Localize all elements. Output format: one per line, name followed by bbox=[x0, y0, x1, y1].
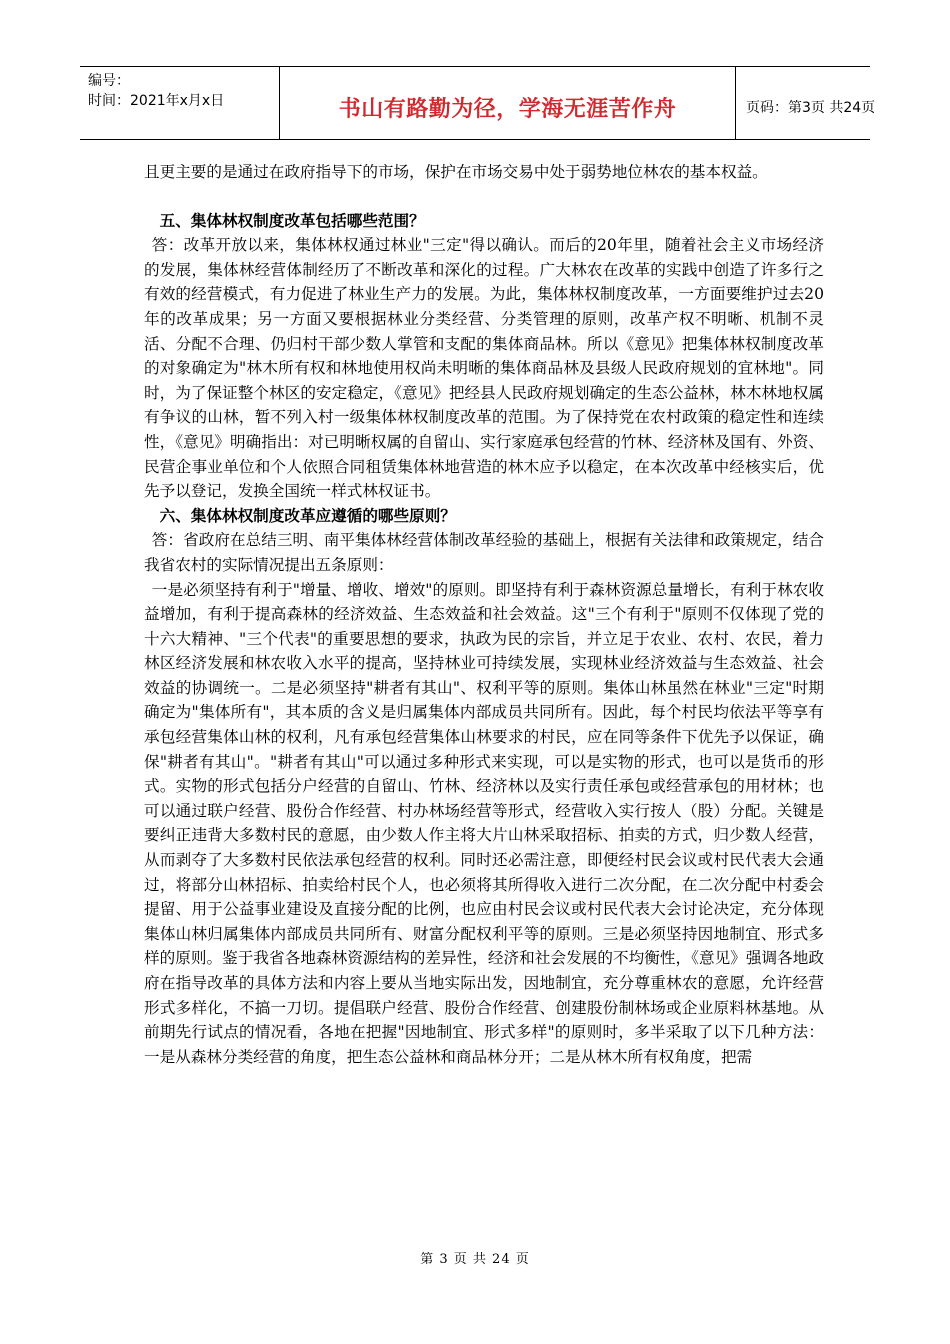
section-heading-6: 六、集体林权制度改革应遵循的哪些原则？ bbox=[159, 506, 456, 525]
section-heading-5: 五、集体林权制度改革包括哪些范围？ bbox=[159, 211, 425, 230]
motto-text: 书山有路勤为径，学海无涯苦作舟 bbox=[338, 96, 677, 122]
section-5-answer: 答：改革开放以来，集体林权通过林业"三定"得以确认。而后的20年里，随着社会主义市场经济的发展，集体林经营体制经历了不断改革和深化的过程。广大林农在改革的实践中创造了许多行之有效的经营模式，有力促进了林业生产力的发展。为此，集体林权制度改革，一方面要维护过去20年的改革成果；另一方面又要根据林业分类经营、分类管理的原则，改革产权不明晰、机制不灵活、分配不合理、仍归村干部少数人掌管和支配的集体商品林。所以《意见》把集体林权制度改革的对象确定为"林木所有权和林地使用权尚未明晰的集体商品林及县级人民政府规划的宜林地"。同时，为了保证整个林区的安定稳定，《意见》把经县人民政府规划确定的生态公益林，林木林地权属有争议的山林，暂不列入村一级集体林权制度改革的范围。为了保持党在农村政策的稳定性和连续性，《意见》明确指出：对已明晰权属的自留山、实行家庭承包经营的竹林、经济林及国有、外资、民营企事业单位和个人依照合同租赁集体林地营造的林木应予以稳定，在本次改革中经核实后，优先予以登记，发换全国统一样式林权证书。 bbox=[144, 236, 824, 501]
header-motto-cell bbox=[280, 67, 736, 139]
section-6-answer-intro: 答：省政府在总结三明、南平集体林经营体制改革经验的基础上，根据有关法律和政策规定，结合我省农村的实际情况提出五条原则： bbox=[144, 531, 824, 574]
intro-paragraph: 且更主要的是通过在政府指导下的市场，保护在市场交易中处于弱势地位林农的基本权益。 bbox=[144, 163, 768, 181]
header-meta bbox=[80, 67, 280, 139]
page-number-label: 页码：第3页 共24页 bbox=[746, 100, 876, 116]
document-body bbox=[144, 160, 824, 1069]
header-page-cell bbox=[736, 67, 876, 139]
time-label: 时间：2021年x月x日 bbox=[88, 93, 225, 109]
section-6-principles: 一是必须坚持有利于"增量、增收、增效"的原则。即坚持有利于森林资源总量增长，有利于林农收益增加，有利于提高森林的经济效益、生态效益和社会效益。这"三个有利于"原则不仅体现了党的十六大精神、"三个代表"的重要思想的要求，执政为民的宗旨，并立足于农业、农村、农民，着力林区经济发展和林农收入水平的提高，坚持林业可持续发展，实现林业经济效益与生态效益、社会效益的协调统一。二是必须坚持"耕者有其山"、权利平等的原则。集体山林虽然在林业"三定"时期确定为"集体所有"，其本质的含义是归属集体内部成员共同所有。因此，每个村民均依法平等享有承包经营集体山林的权利，凡有承包经营集体山林要求的村民，应在同等条件下优先予以保证，确保"耕者有其山"。"耕者有其山"可以通过多种形式来实现，可以是实物的形式，也可以是货币的形式。实物的形式包括分户经营的自留山、竹林、经济林以及实行责任承包或经营承包的用材林；也可以通过联户经营、股份合作经营、村办林场经营等形式，经营收入实行按人（股）分配。关键是要纠正违背大多数村民的意愿，由少数人作主将大片山林采取招标、拍卖的方式，归少数人经营，从而剥夺了大多数村民依法承包经营的权利。同时还必需注意，即便经村民会议或村民代表大会通过，将部分山林招标、拍卖给村民个人，也必须将其所得收入进行二次分配，在二次分配中村委会提留、用于公益事业建设及直接分配的比例，也应由村民会议或村民代表大会讨论决定，充分体现集体山林归属集体内部成员共同所有、财富分配权利平等的原则。三是必须坚持因地制宜、形式多样的原则。鉴于我省各地森林资源结构的差异性，经济和社会发展的不均衡性，《意见》强调各地政府在指导改革的具体方法和内容上要从当地实际出发，因地制宜，充分尊重林农的意愿，允许经营形式多样化，不搞一刀切。提倡联户经营、股份合作经营、创建股份制林场或企业原料林基地。从前期先行试点的情况看，各地在把握"因地制宜、形式多样"的原则时，多半采取了以下几种方法：一是从森林分类经营的角度，把生态公益林和商品林分开；二是从林木所有权角度，把需 bbox=[144, 580, 824, 1066]
section-gap bbox=[144, 185, 824, 209]
page-footer: 第 3 页 共 24 页 bbox=[420, 1252, 530, 1267]
page-header bbox=[80, 66, 876, 140]
number-label: 编号： bbox=[88, 73, 130, 89]
